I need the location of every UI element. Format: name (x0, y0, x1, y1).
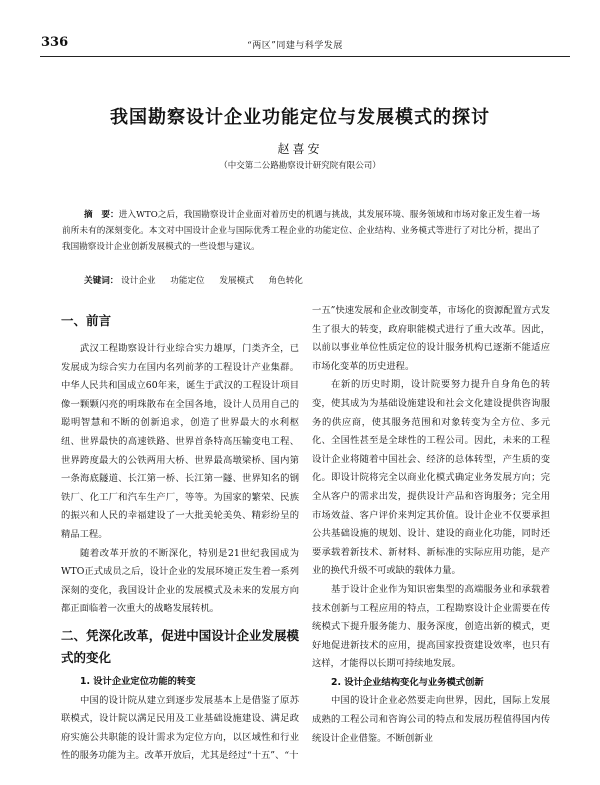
body-paragraph-continued: 一五”快速发展和企业改制变革，市场化的资源配置方式发生了很大的转变，政府职能模式进行了重大改革。因此，以前以事业单位性质定位的设计服务机构已逐渐不能适应市场化变革的历史进程。 (312, 305, 550, 372)
header-rule (40, 56, 570, 57)
running-header: “两区”同建与科学发展 (247, 41, 343, 51)
body-paragraph: 中国的设计院从建立到逐步发展基本上是借鉴了原苏联模式，设计院以满足民用及工业基础设施建设、满足政府实施公共职能的设计需求为定位方向，以区域性和行业性的服务功能为主。改革开放后，尤其是经过“十五”、“十 (61, 694, 299, 762)
abstract-text: 进入WTO之后，我国勘察设计企业面对着历史的机遇与挑战，其发展环境、服务领域和市场对象正发生着一场前所未有的深刻变化。本文对中国设计企业与国际优秀工程企业的功能定位、企业结构、业务模式等进行了对比分析，提出了我国勘察设计企业创新发展模式的一些设想与建议。 (62, 210, 540, 252)
subsection-heading-1: 1. 设计企业定位功能的转变 (80, 675, 196, 687)
body-paragraph: 中国的设计企业必然要走向世界，因此，国际上发展成熟的工程公司和咨询公司的特点和发展历程值得国内传统设计企业借鉴。不断创新业 (312, 695, 550, 744)
keyword: 功能定位 (170, 276, 205, 286)
body-paragraph: 在新的历史时期，设计院要努力提升自身角色的转变，使其成为为基础设施建设和社会文化建设提供咨询服务的供应商，使其服务范围和对象转变为全方位、多元化、全国性甚至是全球性的工程公司。因此，未来的工程设计企业将随着中国社会、经济的总体转型，产生质的变化。即设计院将完全以商业化模式确定业务发展方向；完全从客户的需求出发，提供设计产品和咨询服务；完全用市场效益、客户评价来判定其价值。设计企业不仅要承担公共基础设施的规划、设计、建设的商业化功能，同时还要承载着新技术、新材料、新标准的实际应用功能，是产业的换代升级不可或缺的载体力量。 (312, 379, 550, 577)
keyword: 设计企业 (121, 276, 156, 286)
author-affiliation: （中交第二公路勘察设计研究院有限公司） (219, 161, 381, 171)
article-title: 我国勘察设计企业功能定位与发展模式的探讨 (110, 107, 490, 128)
section-heading-2: 二、凭深化改革，促进中国设计企业发展模式的变化 (61, 627, 299, 665)
page-number: 336 (41, 35, 69, 50)
keywords-label: 关键词： (84, 276, 119, 286)
author-name: 赵喜安 (277, 142, 323, 156)
body-paragraph: 武汉工程勘察设计行业综合实力雄厚，门类齐全，已发展成为综合实力在国内名列前茅的工程设计产业集群。中华人民共和国成立60年来，诞生于武汉的工程设计项目像一颗颗闪亮的明珠散布在全国各地，设计人员用自己的聪明智慧和不断的创新追求，创造了世界最大的水利枢纽、世界最快的高速铁路、世界首条特高压输变电工程、世界跨度最大的公铁两用大桥、世界最高墩梁桥、国内第一条海底隧道、长江第一桥、长江第一隧、世界知名的钢铁厂、化工厂和汽车生产厂，等等。为国家的繁荣、民族的振兴和人民的幸福建设了一大批美轮美奂、精彩纷呈的精品工程。 (61, 343, 299, 540)
section-heading-1: 一、前言 (61, 313, 112, 328)
body-paragraph: 基于设计企业作为知识密集型的高端服务业和承载着技术创新与工程应用的特点，工程勘察设计企业需要在传统模式下提升服务能力、服务深度，创造出新的模式，更好地促进新技术的应用，提高国家投资建设效率，也只有这样，才能得以长期可持续地发展。 (312, 583, 550, 670)
keyword: 角色转化 (268, 276, 303, 286)
keyword: 发展模式 (219, 276, 254, 286)
left-column (61, 302, 299, 766)
body-paragraph: 随着改革开放的不断深化，特别是21世纪我国成为WTO正式成员之后，设计企业的发展环境正发生着一系列深刻的变化，我国设计企业的发展模式及未来的发展方向都正面临着一次重大的战略发展转机。 (61, 547, 299, 615)
abstract (62, 207, 540, 255)
subsection-heading-2: 2. 设计企业结构变化与业务模式创新 (331, 676, 484, 688)
abstract-label: 摘 要： (84, 210, 119, 220)
right-column (312, 302, 550, 748)
keywords (84, 274, 534, 286)
